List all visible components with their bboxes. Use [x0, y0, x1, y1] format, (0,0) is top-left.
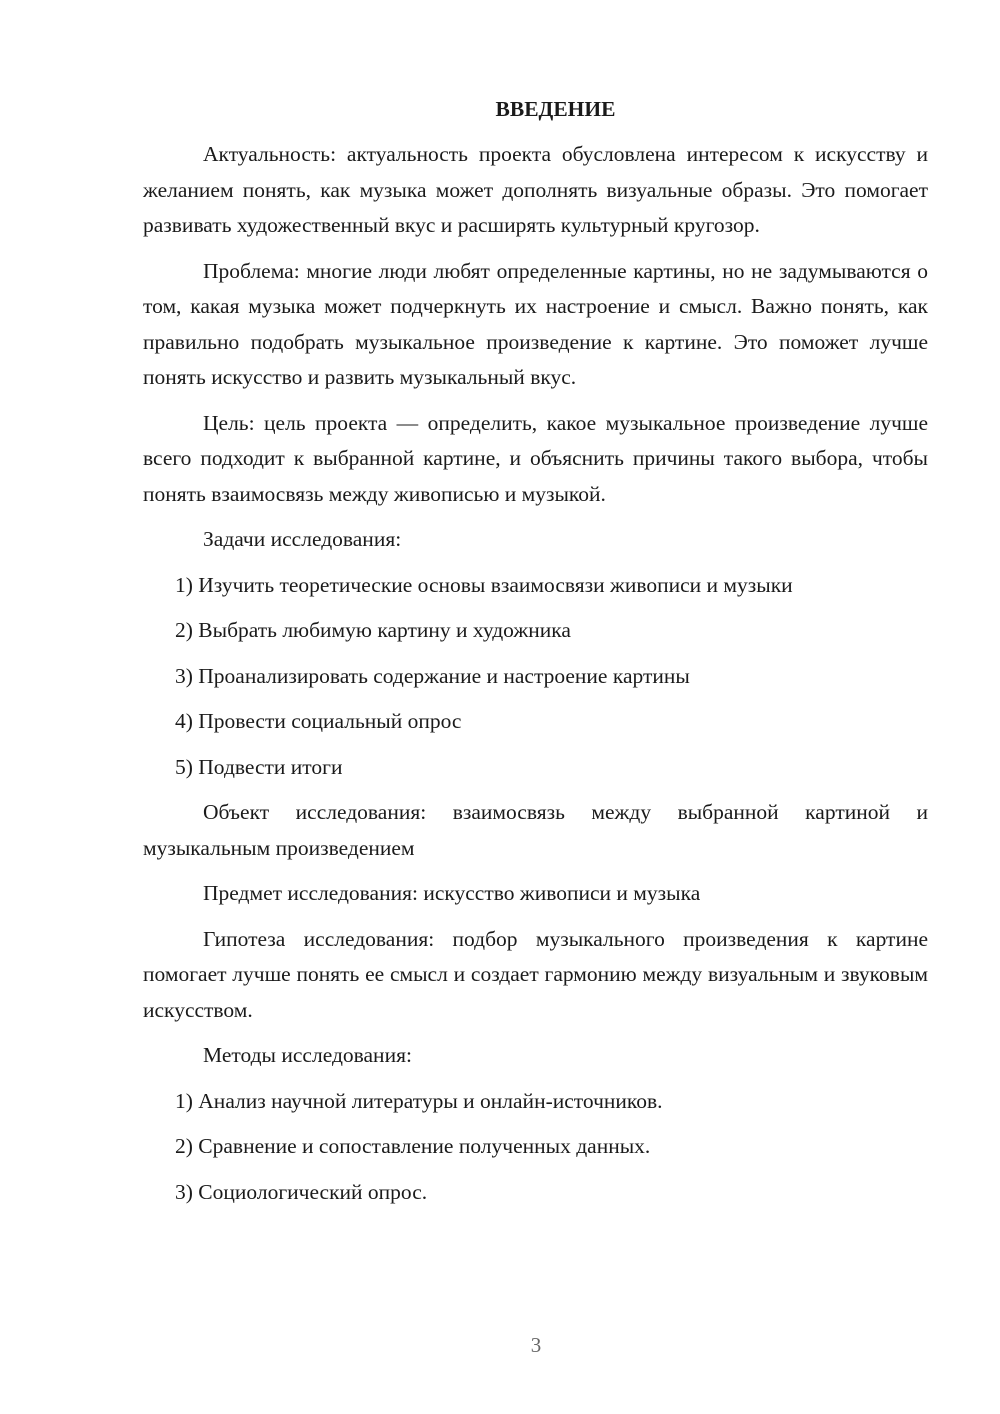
task-item: 4) Провести социальный опрос [175, 709, 462, 733]
tasks-heading: Задачи исследования: [203, 527, 402, 551]
task-item: 5) Подвести итоги [175, 754, 343, 779]
task-item: 2) Выбрать любимую картину и художника [175, 618, 571, 642]
subject-paragraph: Предмет исследования: искусство живописи и музыка [203, 881, 701, 905]
methods-heading: Методы исследования: [203, 1043, 412, 1067]
method-item: 2) Сравнение и сопоставление полученных данных. [175, 1134, 651, 1158]
problem-paragraph: Проблема: многие люди любят определенные картины, но не задумываются о том, какая музыка может подчеркнуть их настроение и смысл. Важно понять, как правильно подобрать музыкальное произведение к картине. Это поможет лучше понять искусство и развить музыкальный вкус. [143, 258, 928, 389]
page-content [143, 92, 928, 1220]
hypothesis-paragraph: Гипотеза исследования: подбор музыкального произведения к картине помогает лучше понять ее смысл и создает гармонию между визуальным и звуковым искусством. [143, 926, 928, 1022]
task-item: 3) Проанализировать содержание и настроение картины [175, 663, 690, 688]
method-item: 1) Анализ научной литературы и онлайн-источников. [175, 1088, 663, 1113]
goal-paragraph: Цель: цель проекта — определить, какое музыкальное произведение лучше всего подходит к выбранной картине, и объяснить причины такого выбора, чтобы понять взаимосвязь между живописью и музыкой. [143, 410, 928, 506]
relevance-paragraph: Актуальность: актуальность проекта обусловлена интересом к искусству и желанием понять, как музыка может дополнять визуальные образы. Это помогает развивать художественный вкус и расширять культурный кругозор. [143, 142, 928, 237]
task-item: 1) Изучить теоретические основы взаимосвязи живописи и музыки [175, 572, 793, 597]
object-paragraph: Объект исследования: взаимосвязь между выбранной картиной и музыкальным произведением [143, 800, 928, 860]
section-title: ВВЕДЕНИЕ [495, 97, 616, 121]
page-number: 3 [530, 1333, 542, 1357]
method-item: 3) Социологический опрос. [175, 1179, 428, 1204]
